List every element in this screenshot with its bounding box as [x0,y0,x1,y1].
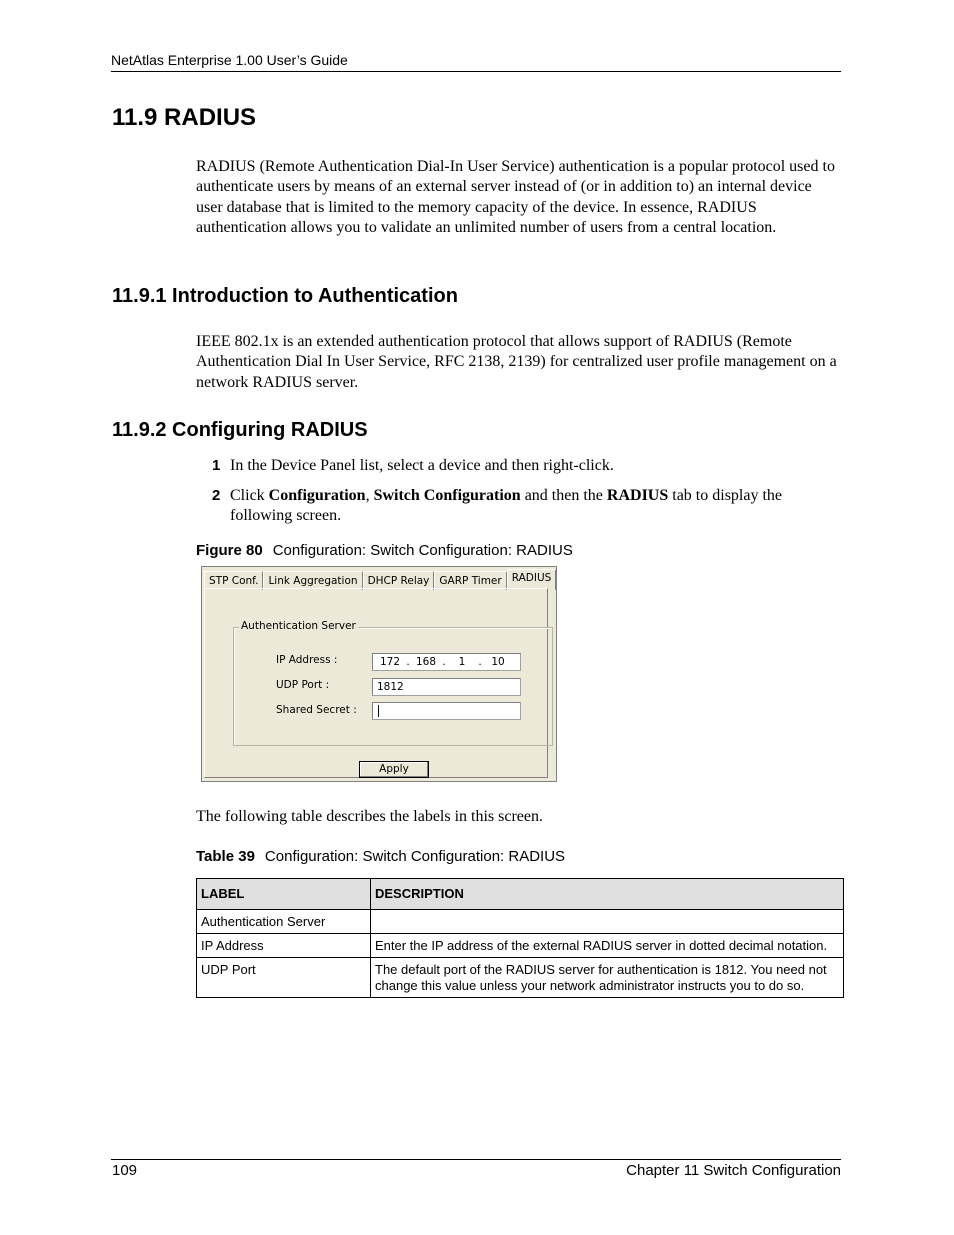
radius-config-screenshot [201,566,557,782]
tab-link-aggregation[interactable]: Link Aggregation [263,571,362,590]
table-row [197,910,844,934]
row-description [371,910,844,934]
bold-term: Switch Configuration [373,487,521,504]
shared-secret-label: Shared Secret : [276,704,357,716]
table-row [197,934,844,958]
tab-bar [204,569,556,589]
footer-rule [111,1159,841,1160]
table-label: Table 39 [196,848,255,865]
figure-caption-text: Configuration: Switch Configuration: RADIUS [272,542,573,559]
step-text: In the Device Panel list, select a device and then right-click. [230,457,614,474]
step-2 [196,486,841,527]
step-1 [196,456,841,476]
tab-garp-timer[interactable]: GARP Timer [434,571,506,590]
subsection-1-text: IEEE 802.1x is an extended authentication protocol that allows support of RADIUS (Remote Authentication Dial In User Service, RFC 2138, 2139) for centralized user profile management on a network RADIUS server. [196,333,837,391]
subsection-heading-1: 11.9.1 Introduction to Authentication [112,285,458,307]
header-rule [111,71,841,72]
group-title: Authentication Server [241,620,356,632]
table-intro: The following table describes the labels in this screen. [196,808,544,825]
apply-button[interactable]: Apply [359,761,429,778]
bold-term: RADIUS [606,487,669,504]
row-label: UDP Port [197,958,371,998]
header-description: DESCRIPTION [371,879,844,910]
table-header-row [197,879,844,910]
step-text: Click Configuration, Switch Configuration and then the RADIUS tab to display the following screen. [230,487,783,525]
header-label: LABEL [197,879,371,910]
labels-table [196,878,844,998]
bold-term: Configuration [268,487,366,504]
row-description: Enter the IP address of the external RADIUS server in dotted decimal notation. [371,934,844,958]
text-caret [378,705,379,717]
table-caption [196,848,565,865]
step-number: 2 [212,487,221,504]
row-description: The default port of the RADIUS server for authentication is 1812. You need not change this value unless your network administrator instructs you to do so. [371,958,844,998]
section-heading: 11.9 RADIUS [112,104,257,131]
row-label: Authentication Server [197,910,371,934]
ip-address-label: IP Address : [276,654,338,666]
table-caption-text: Configuration: Switch Configuration: RADIUS [264,848,566,865]
udp-port-input[interactable]: 1812 [372,678,521,696]
figure-label: Figure 80 [196,542,263,559]
tab-dhcp-relay[interactable]: DHCP Relay [363,571,435,590]
udp-port-label: UDP Port : [276,679,330,691]
figure-caption [196,542,573,559]
running-header: NetAtlas Enterprise 1.00 User’s Guide [111,52,348,68]
tab-radius[interactable]: RADIUS [507,569,557,590]
ip-address-input[interactable]: 172 . 168 . 1 . 10 [372,653,521,671]
chapter-title: Chapter 11 Switch Configuration [626,1162,841,1179]
subsection-heading-2: 11.9.2 Configuring RADIUS [112,419,368,441]
shared-secret-input[interactable] [372,702,521,720]
row-label: IP Address [197,934,371,958]
section-intro: RADIUS (Remote Authentication Dial-In User Service) authentication is a popular protocol used to authenticate users by means of an external server instead of (or in addition to) an internal device user database that is limited to the memory capacity of the device. In essence, RADIUS authentication allows you to validate an unlimited number of users from a central location. [196,158,835,236]
step-number: 1 [212,457,221,474]
tab-stp-conf[interactable]: STP Conf. [204,571,263,590]
table-row [197,958,844,998]
page-number: 109 [112,1162,138,1179]
